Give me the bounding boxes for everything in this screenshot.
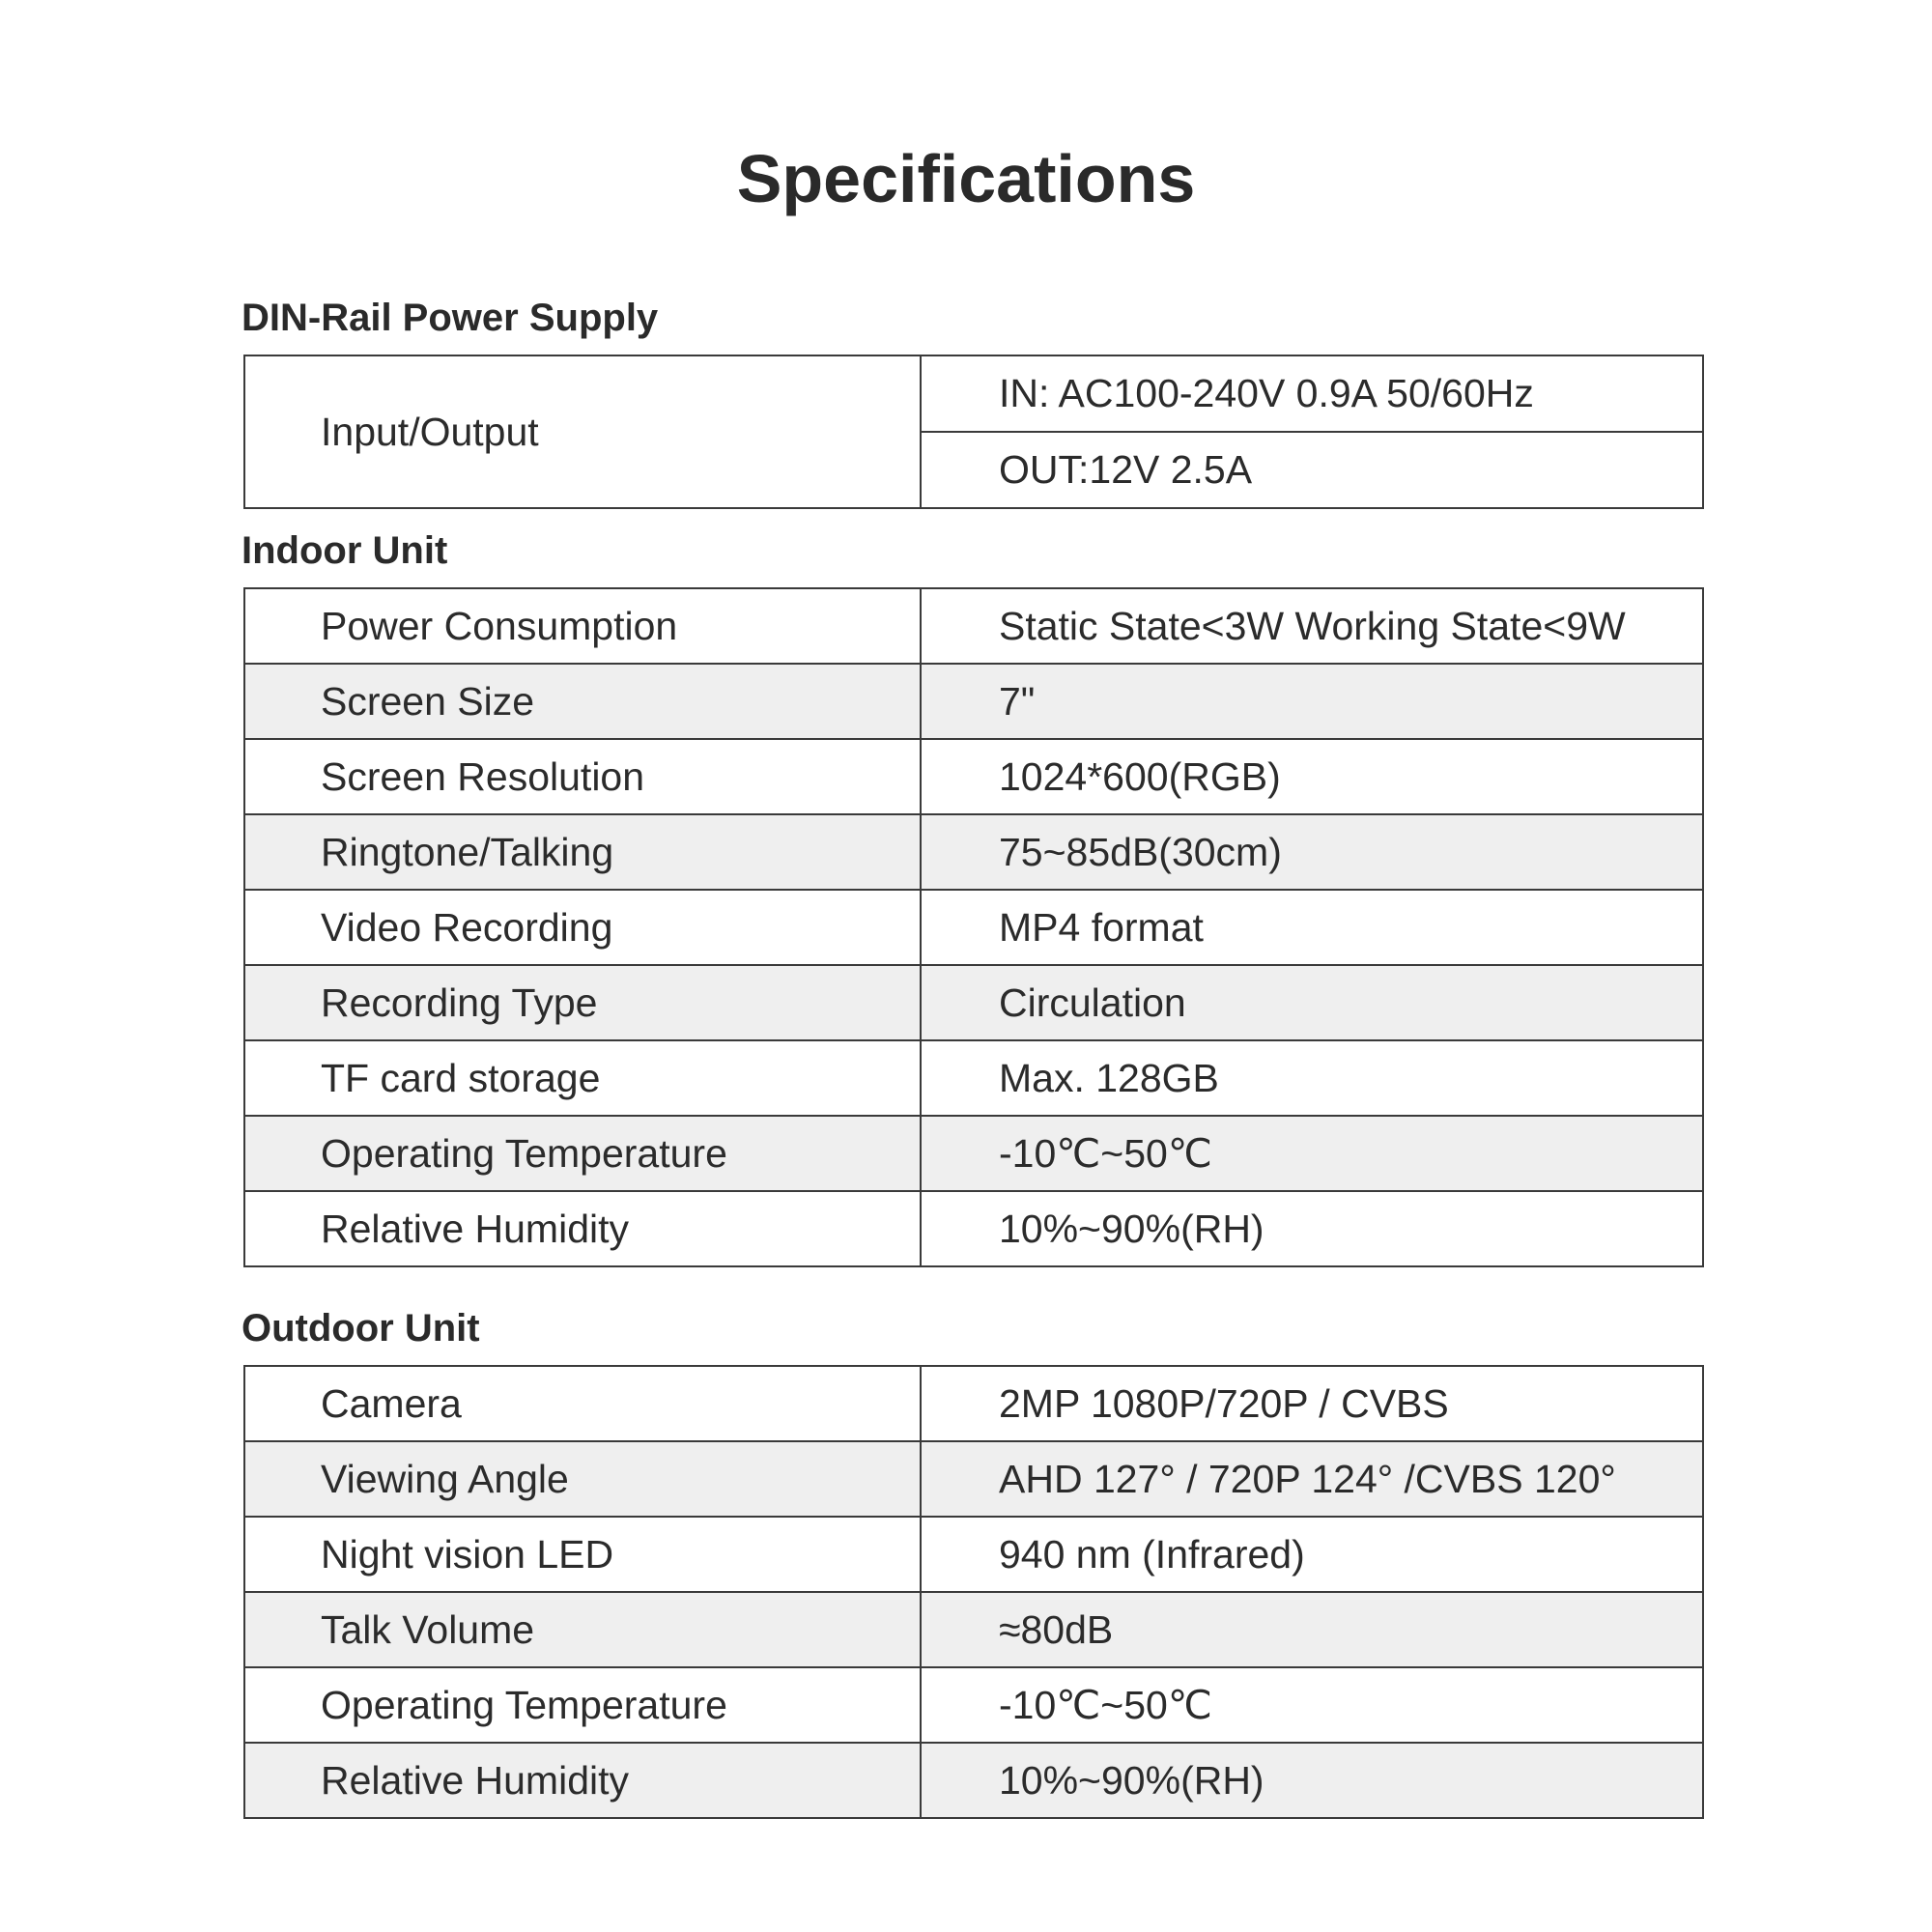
table-row: [244, 965, 1703, 1040]
spec-value: 940 nm (Infrared): [921, 1517, 1703, 1592]
table-row: [244, 1517, 1703, 1592]
spec-label: Camera: [244, 1366, 921, 1441]
spec-value: MP4 format: [921, 890, 1703, 965]
table-row: [244, 1667, 1703, 1743]
section-heading-power-supply: DIN-Rail Power Supply: [242, 297, 659, 339]
page-title: Specifications: [736, 141, 1196, 216]
spec-label: Screen Resolution: [244, 739, 921, 814]
table-row: [244, 1743, 1703, 1818]
spec-value: Static State<3W Working State<9W: [921, 588, 1703, 664]
table-row: [244, 1116, 1703, 1191]
spec-value: 75~85dB(30cm): [921, 814, 1703, 890]
spec-label: Operating Temperature: [244, 1667, 921, 1743]
table-row: [244, 1592, 1703, 1667]
table-row: [244, 355, 1703, 432]
spec-value: -10℃~50℃: [921, 1116, 1703, 1191]
indoor-unit-table: [243, 587, 1704, 1267]
spec-value: 7": [921, 664, 1703, 739]
table-row: [244, 739, 1703, 814]
spec-value: -10℃~50℃: [921, 1667, 1703, 1743]
table-row: [244, 1441, 1703, 1517]
spec-label: Input/Output: [244, 355, 921, 508]
spec-label: Viewing Angle: [244, 1441, 921, 1517]
spec-value: Circulation: [921, 965, 1703, 1040]
spec-label: Night vision LED: [244, 1517, 921, 1592]
spec-value: OUT:12V 2.5A: [921, 432, 1703, 508]
table-row: [244, 664, 1703, 739]
section-heading-outdoor-unit: Outdoor Unit: [242, 1307, 480, 1350]
spec-label: Recording Type: [244, 965, 921, 1040]
spec-value: 10%~90%(RH): [921, 1191, 1703, 1266]
table-row: [244, 1191, 1703, 1266]
spec-value: 2MP 1080P/720P / CVBS: [921, 1366, 1703, 1441]
spec-value: 10%~90%(RH): [921, 1743, 1703, 1818]
table-row: [244, 814, 1703, 890]
power-supply-table: [243, 355, 1704, 509]
spec-value: ≈80dB: [921, 1592, 1703, 1667]
section-heading-indoor-unit: Indoor Unit: [242, 529, 448, 572]
spec-label: Ringtone/Talking: [244, 814, 921, 890]
spec-label: Operating Temperature: [244, 1116, 921, 1191]
spec-label: Power Consumption: [244, 588, 921, 664]
spec-label: Video Recording: [244, 890, 921, 965]
spec-value: Max. 128GB: [921, 1040, 1703, 1116]
spec-label: Screen Size: [244, 664, 921, 739]
spec-value: AHD 127° / 720P 124° /CVBS 120°: [921, 1441, 1703, 1517]
spec-label: Relative Humidity: [244, 1743, 921, 1818]
spec-label: TF card storage: [244, 1040, 921, 1116]
spec-value: 1024*600(RGB): [921, 739, 1703, 814]
table-row: [244, 1040, 1703, 1116]
outdoor-unit-table: [243, 1365, 1704, 1819]
table-row: [244, 1366, 1703, 1441]
table-row: [244, 588, 1703, 664]
spec-label: Relative Humidity: [244, 1191, 921, 1266]
spec-label: Talk Volume: [244, 1592, 921, 1667]
spec-value: IN: AC100-240V 0.9A 50/60Hz: [921, 355, 1703, 432]
table-row: [244, 890, 1703, 965]
